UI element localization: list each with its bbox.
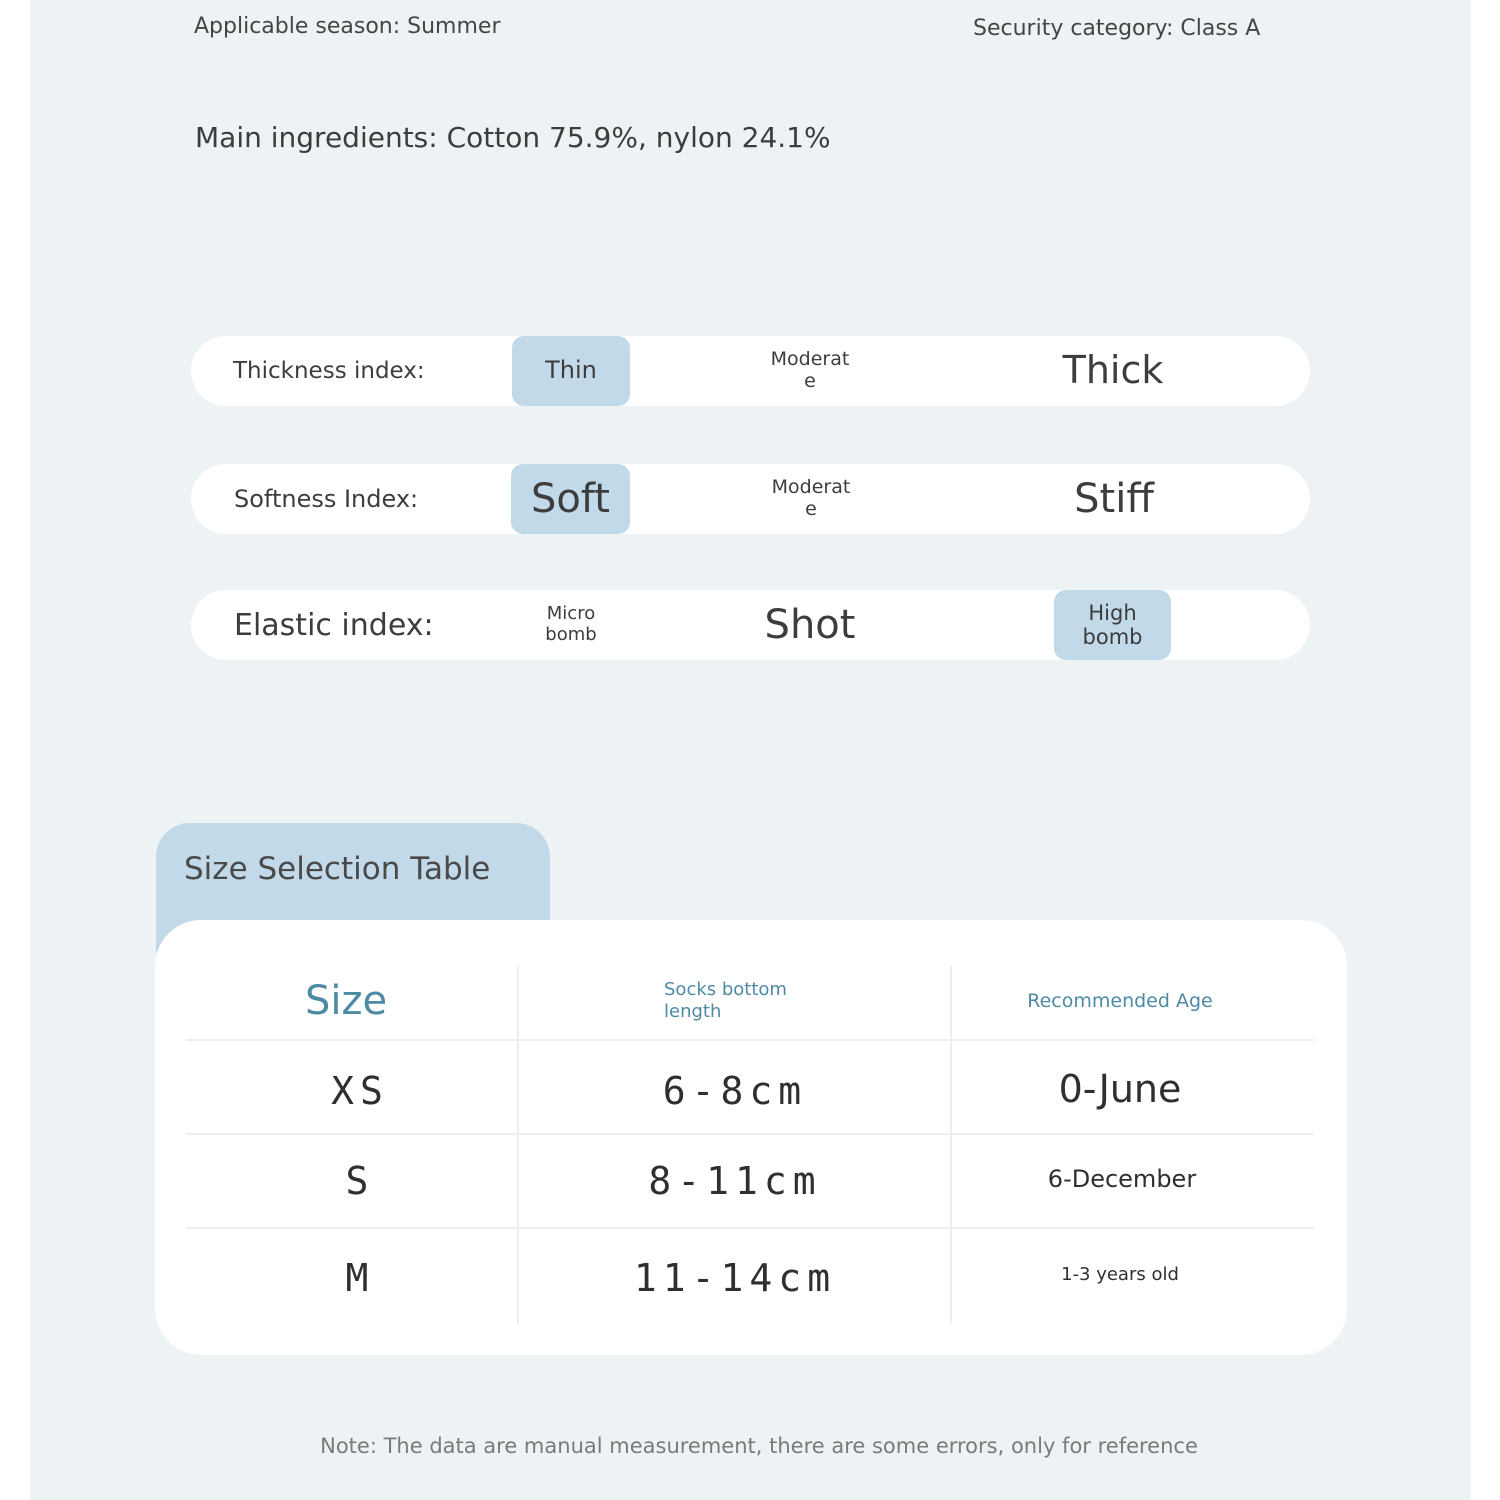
column-divider xyxy=(950,966,952,1324)
table-cell-length: 11-14cm xyxy=(633,1256,837,1300)
thickness-index-row xyxy=(191,336,1310,406)
softness-option-soft: Soft xyxy=(511,464,630,534)
elastic-option-high-bomb: High bomb xyxy=(1054,590,1171,660)
row-divider xyxy=(186,1039,1314,1041)
table-cell-size: XS xyxy=(331,1069,389,1113)
table-cell-age: 1-3 years old xyxy=(1061,1263,1179,1285)
header-size: Size xyxy=(304,978,388,1024)
thickness-option-thick: Thick xyxy=(1062,348,1164,393)
table-cell-size: M xyxy=(345,1256,375,1300)
thickness-option-thin: Thin xyxy=(512,336,630,406)
softness-index-row xyxy=(191,464,1310,534)
thickness-option-moderate: Moderat e xyxy=(770,348,850,392)
header-socks-bottom-length: Socks bottom length xyxy=(664,979,787,1022)
applicable-season: Applicable season: Summer xyxy=(194,14,501,39)
table-cell-age: 6-December xyxy=(1047,1165,1197,1193)
softness-option-stiff: Stiff xyxy=(1074,476,1154,522)
elastic-index-label: Elastic index: xyxy=(234,607,434,643)
softness-option-moderate: Moderat e xyxy=(771,476,851,520)
elastic-index-row xyxy=(191,590,1310,660)
size-table-title: Size Selection Table xyxy=(184,851,491,887)
measurement-note: Note: The data are manual measurement, there are some errors, only for reference xyxy=(320,1434,1198,1458)
header-recommended-age: Recommended Age xyxy=(1027,990,1213,1012)
table-cell-size: S xyxy=(345,1159,375,1203)
table-cell-age: 0-June xyxy=(1058,1067,1182,1111)
thickness-index-label: Thickness index: xyxy=(233,358,425,384)
main-ingredients: Main ingredients: Cotton 75.9%, nylon 24.1% xyxy=(195,121,831,154)
elastic-option-shot: Shot xyxy=(764,602,856,648)
table-cell-length: 8-11cm xyxy=(648,1159,822,1203)
softness-index-label: Softness Index: xyxy=(234,485,419,513)
table-cell-length: 6-8cm xyxy=(662,1069,808,1113)
elastic-option-micro-bomb: Micro bomb xyxy=(545,603,597,645)
security-category: Security category: Class A xyxy=(973,16,1261,41)
